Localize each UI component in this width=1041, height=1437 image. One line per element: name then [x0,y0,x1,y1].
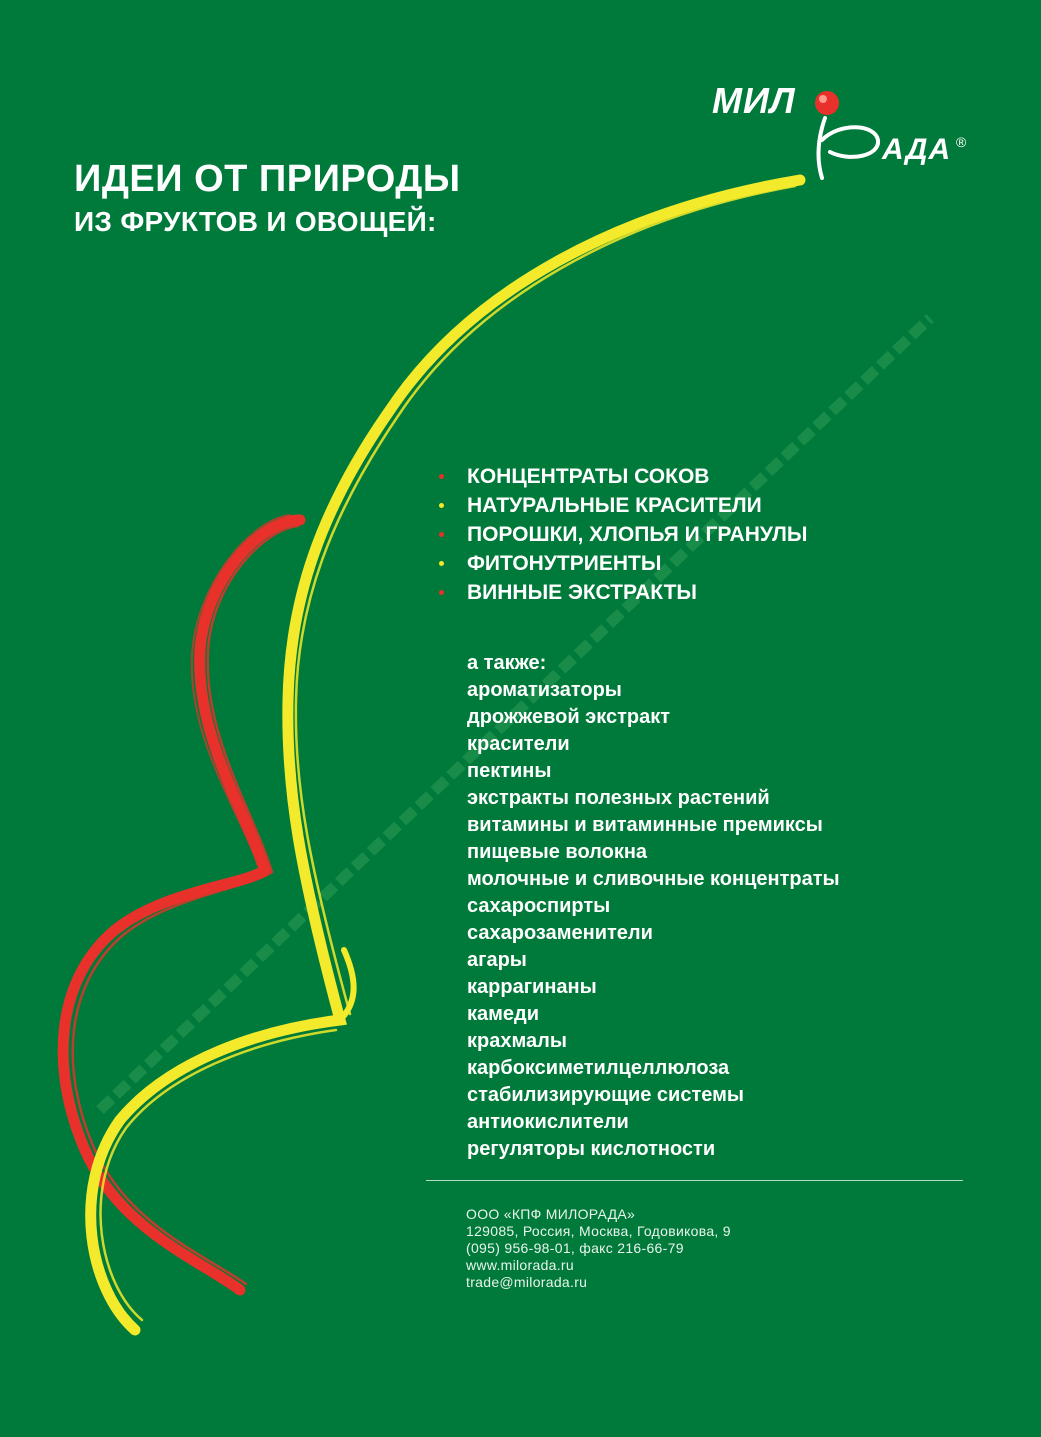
product-label: ПОРОШКИ, ХЛОПЬЯ И ГРАНУЛЫ [467,523,808,546]
list-item: крахмалы [467,1030,567,1052]
logo-text-part2: АДА [882,133,952,166]
bullet-dot-icon [439,474,444,479]
email-link[interactable]: trade@milorada.ru [466,1274,588,1290]
headline-line1: ИДЕИ ОТ ПРИРОДЫ [74,158,461,200]
product-label: НАТУРАЛЬНЫЕ КРАСИТЕЛИ [467,494,762,517]
list-item: а также: [467,652,547,674]
address: 129085, Россия, Москва, Годовикова, 9 [466,1223,731,1239]
product-bullet-item [437,462,807,491]
bullet-dot-icon [439,532,444,537]
bullet-dot-icon [439,590,444,595]
list-item: молочные и сливочные концентраты [467,868,840,890]
list-item: камеди [467,1003,540,1025]
additional-products-list [467,650,840,1163]
divider [426,1180,963,1181]
product-bullet-item [437,520,807,549]
product-label: ФИТОНУТРИЕНТЫ [467,552,662,575]
registered-mark: ® [956,134,967,150]
product-bullet-item [437,549,807,578]
product-bullet-item [437,578,807,607]
list-item: ароматизаторы [467,679,622,701]
product-bullet-item [437,491,807,520]
bullet-dot-icon [439,503,444,508]
list-item: красители [467,733,570,755]
milorada-logo [700,78,980,188]
bullet-dot-icon [439,561,444,566]
list-item: дрожжевой экстракт [467,706,671,728]
headline-line2: ИЗ ФРУКТОВ И ОВОЩЕЙ: [74,206,437,237]
product-bullet-list [437,462,807,607]
list-item: антиокислители [467,1111,629,1133]
headline [74,156,461,242]
list-item: экстракты полезных растений [467,787,770,809]
list-item: агары [467,949,527,971]
list-item: регуляторы кислотности [467,1138,716,1160]
list-item: витамины и витаминные премиксы [467,814,823,836]
contact-block [466,1206,731,1291]
logo-text-part1: МИЛ [712,80,796,121]
website-link[interactable]: www.milorada.ru [466,1257,574,1273]
phone-fax: (095) 956-98-01, факс 216-66-79 [466,1240,684,1256]
list-item: сахарозаменители [467,922,653,944]
list-item: каррагинаны [467,976,597,998]
company-name: ООО «КПФ МИЛОРАДА» [466,1206,636,1222]
list-item: сахароспирты [467,895,611,917]
list-item: стабилизирующие системы [467,1084,745,1106]
list-item: карбоксиметилцеллюлоза [467,1057,730,1079]
list-item: пектины [467,760,552,782]
list-item: пищевые волокна [467,841,648,863]
product-label: КОНЦЕНТРАТЫ СОКОВ [467,465,710,488]
product-label: ВИННЫЕ ЭКСТРАКТЫ [467,581,697,604]
